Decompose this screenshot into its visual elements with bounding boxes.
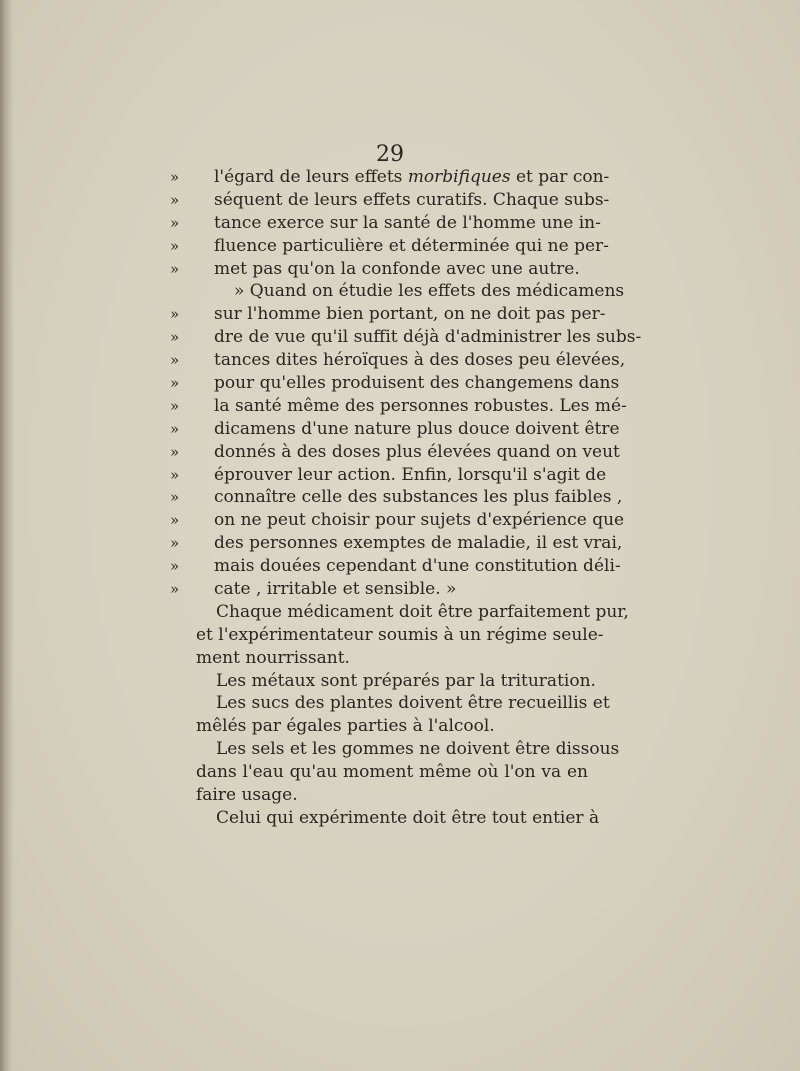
quoted-line: » la santé même des personnes robustes. Les mé-	[170, 395, 627, 416]
quoted-line: » met pas qu'on la confonde avec une autre.	[170, 258, 580, 279]
page-number: 29	[376, 142, 404, 167]
body-line: Les sucs des plantes doivent être recueillis et	[216, 693, 610, 714]
quoted-line: » dicamens d'une nature plus douce doivent être	[170, 418, 620, 439]
quote-mark: »	[170, 351, 180, 370]
quoted-line: » fluence particulière et déterminée qui ne per-	[170, 235, 609, 256]
quoted-line: » des personnes exemptes de maladie, il est vrai,	[170, 533, 623, 554]
body-line: dans l'eau qu'au moment même où l'on va en	[196, 762, 588, 783]
quoted-line: » on ne peut choisir pour sujets d'expérience que	[170, 510, 625, 531]
body-line: mêlés par égales parties à l'alcool.	[196, 716, 495, 737]
quoted-line: » dre de vue qu'il suffit déjà d'administrer les subs-	[170, 327, 642, 348]
quote-mark: »	[170, 534, 180, 553]
quoted-line: » éprouver leur action. Enfin, lorsqu'il s'agit de	[170, 464, 607, 485]
quote-mark: »	[170, 511, 180, 530]
quote-mark: »	[170, 557, 180, 576]
quote-mark: »	[170, 213, 180, 232]
quote-mark: »	[170, 419, 180, 438]
quoted-line: » donnés à des doses plus élevées quand on veut	[170, 441, 620, 462]
quoted-line: » tances dites héroïques à des doses peu élevées,	[170, 350, 626, 371]
quote-mark: »	[170, 374, 180, 393]
quote-mark: »	[170, 488, 180, 507]
quoted-line: » pour qu'elles produisent des changemens dans	[170, 373, 620, 394]
quote-mark: »	[170, 442, 180, 461]
quoted-line: » Quand on étudie les effets des médicamens	[234, 281, 625, 302]
body-line: faire usage.	[196, 785, 298, 806]
quote-mark: »	[170, 305, 180, 324]
quoted-line: » séquent de leurs effets curatifs. Chaque subs-	[170, 189, 610, 210]
body-line: Les sels et les gommes ne doivent être dissous	[216, 739, 620, 760]
quote-mark: »	[170, 236, 180, 255]
quote-mark: »	[170, 580, 180, 599]
italic-term: morbifiques	[407, 167, 511, 187]
quote-mark: »	[170, 168, 180, 186]
body-line: et l'expérimentateur soumis à un régime seule-	[196, 624, 604, 645]
body-line: ment nourrissant.	[196, 647, 350, 668]
body-line: Chaque médicament doit être parfaitement pur,	[216, 601, 629, 622]
quoted-line: » connaître celle des substances les plus faibles ,	[170, 487, 623, 508]
quote-mark: »	[170, 396, 180, 415]
quote-mark: »	[170, 465, 180, 484]
body-line: Les métaux sont préparés par la trituration.	[216, 670, 596, 691]
quoted-line: » cate , irritable et sensible. »	[170, 579, 457, 600]
quoted-line: » sur l'homme bien portant, on ne doit pas per-	[170, 304, 606, 325]
quoted-line: » tance exerce sur la santé de l'homme une in-	[170, 212, 601, 233]
quote-mark: »	[170, 190, 180, 209]
body-line: Celui qui expérimente doit être tout entier à	[216, 807, 600, 828]
quoted-line: » mais douées cependant d'une constitution déli-	[170, 556, 621, 577]
quote-mark: »	[170, 328, 180, 347]
body-passage	[196, 601, 629, 830]
quoted-passage	[170, 166, 642, 601]
quote-mark: »	[170, 259, 180, 278]
text-block	[170, 166, 642, 830]
quoted-line: » l'égard de leurs effets morbifiques et par con-	[170, 167, 610, 187]
